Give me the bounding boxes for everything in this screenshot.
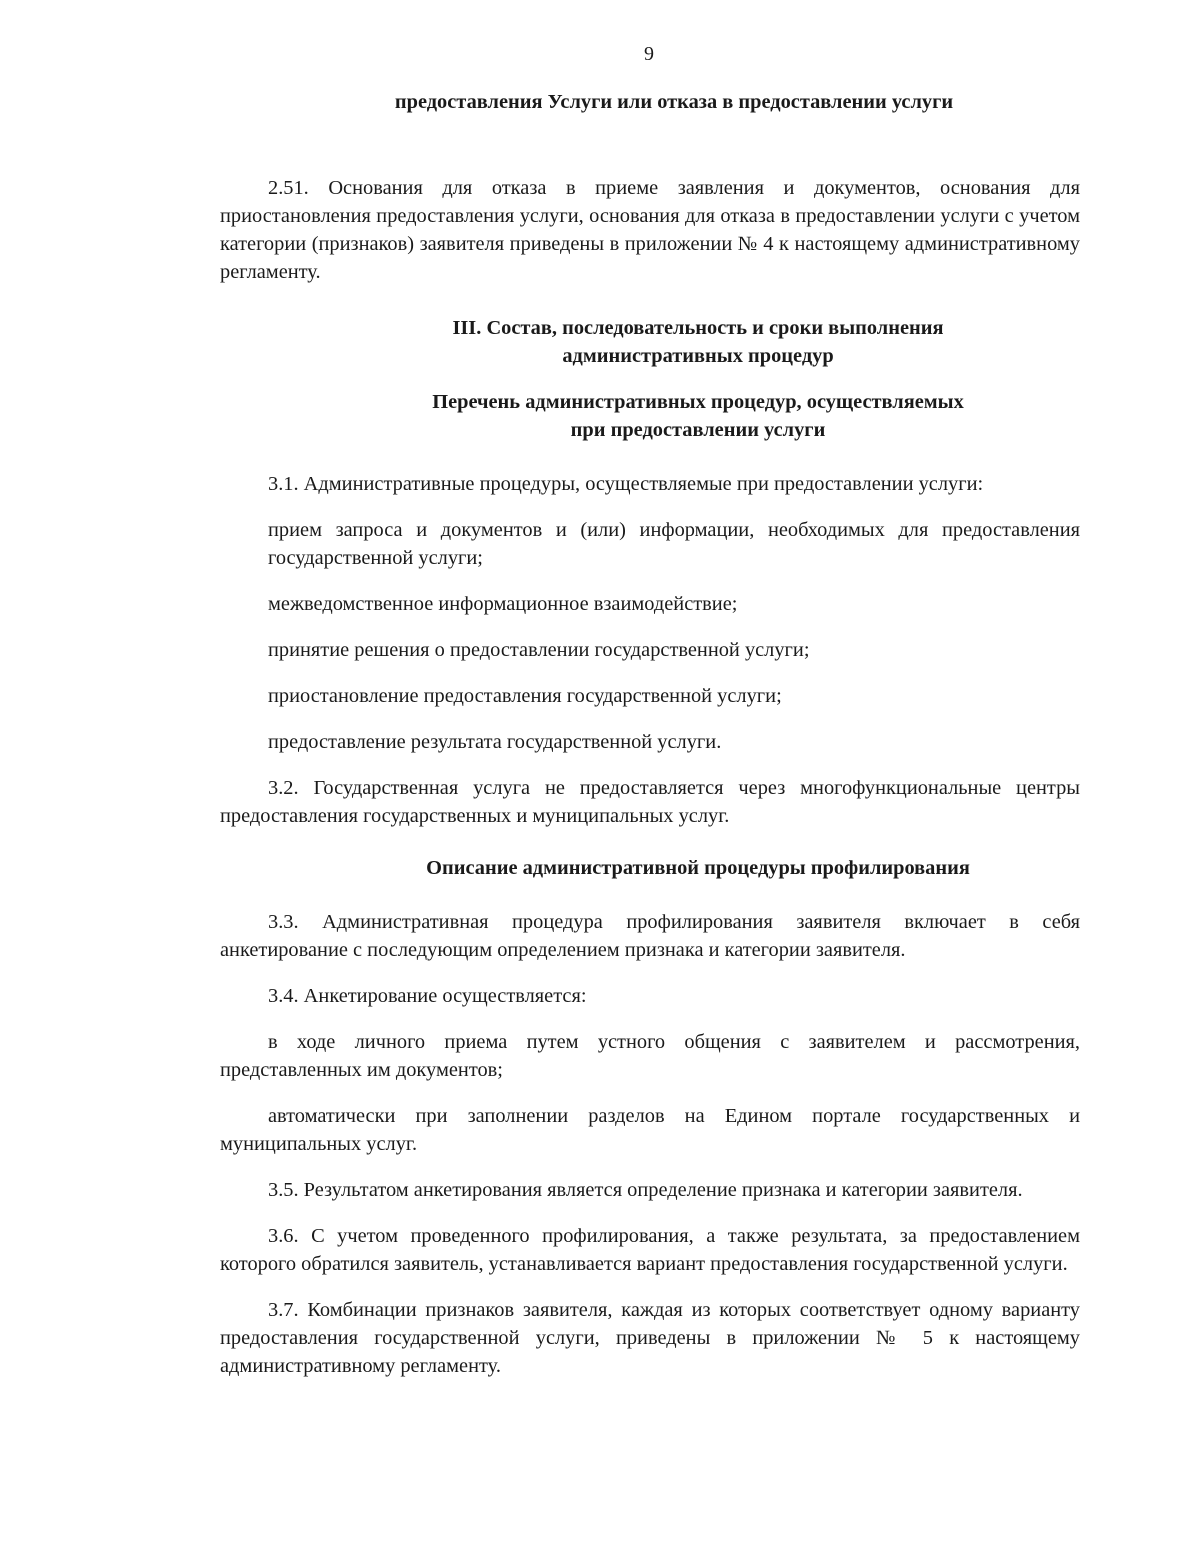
- section-3-heading-line2: административных процедур: [562, 345, 834, 367]
- section-3-heading-line1: III. Состав, последовательность и сроки выполнения: [452, 317, 944, 339]
- paragraph-2-51: 2.51. Основания для отказа в приеме заявления и документов, основания для приостановления предоставления услуги, основания для отказа в предоставлении услуги с учетом категории (признаков) заявителя приведены в приложении № 4 к настоящему административному регламенту.: [220, 177, 1080, 283]
- list-item: приостановление предоставления государственной услуги;: [268, 685, 782, 707]
- heading-continuation: предоставления Услуги или отказа в предоставлении услуги: [394, 91, 954, 113]
- procedures-list-heading-line1: Перечень административных процедур, осуществляемых: [432, 391, 964, 413]
- paragraph-3-4-a: в ходе личного приема путем устного общения с заявителем и рассмотрения, представленных им документов;: [220, 1031, 1080, 1081]
- paragraph-3-4-b: автоматически при заполнении разделов на Едином портале государственных и муниципальных услуг.: [220, 1105, 1080, 1155]
- paragraph-3-6: 3.6. С учетом проведенного профилирования, а также результата, за предоставлением которого обратился заявитель, устанавливается вариант предоставления государственной услуги.: [220, 1225, 1080, 1275]
- list-item: межведомственное информационное взаимодействие;: [268, 593, 738, 615]
- list-item: прием запроса и документов и (или) информации, необходимых для предоставления государственной услуги;: [268, 519, 1080, 569]
- paragraph-3-3: 3.3. Административная процедура профилирования заявителя включает в себя анкетирование с последующим определением признака и категории заявителя.: [220, 911, 1080, 961]
- procedures-list-heading: [268, 388, 1128, 444]
- paragraph-3-7: 3.7. Комбинации признаков заявителя, каждая из которых соответствует одному варианту предоставления государственной услуги, приведены в приложении № 5 к настоящему административному регламенту.: [220, 1299, 1080, 1377]
- paragraph-3-5: 3.5. Результатом анкетирования является определение признака и категории заявителя.: [268, 1179, 1023, 1201]
- paragraph-3-4: 3.4. Анкетирование осуществляется:: [268, 985, 587, 1007]
- paragraph-3-2: 3.2. Государственная услуга не предоставляется через многофункциональные центры предоставления государственных и муниципальных услуг.: [220, 777, 1080, 827]
- page-number: 9: [644, 43, 654, 65]
- profiling-heading: Описание административной процедуры профилирования: [426, 857, 970, 879]
- document-body: [220, 88, 1080, 1380]
- paragraph-3-1: 3.1. Административные процедуры, осуществляемые при предоставлении услуги:: [268, 473, 984, 495]
- procedures-list-heading-line2: при предоставлении услуги: [570, 419, 826, 441]
- list-item: предоставление результата государственной услуги.: [268, 731, 722, 753]
- list-item: принятие решения о предоставлении государственной услуги;: [268, 639, 810, 661]
- section-3-heading: [268, 314, 1128, 370]
